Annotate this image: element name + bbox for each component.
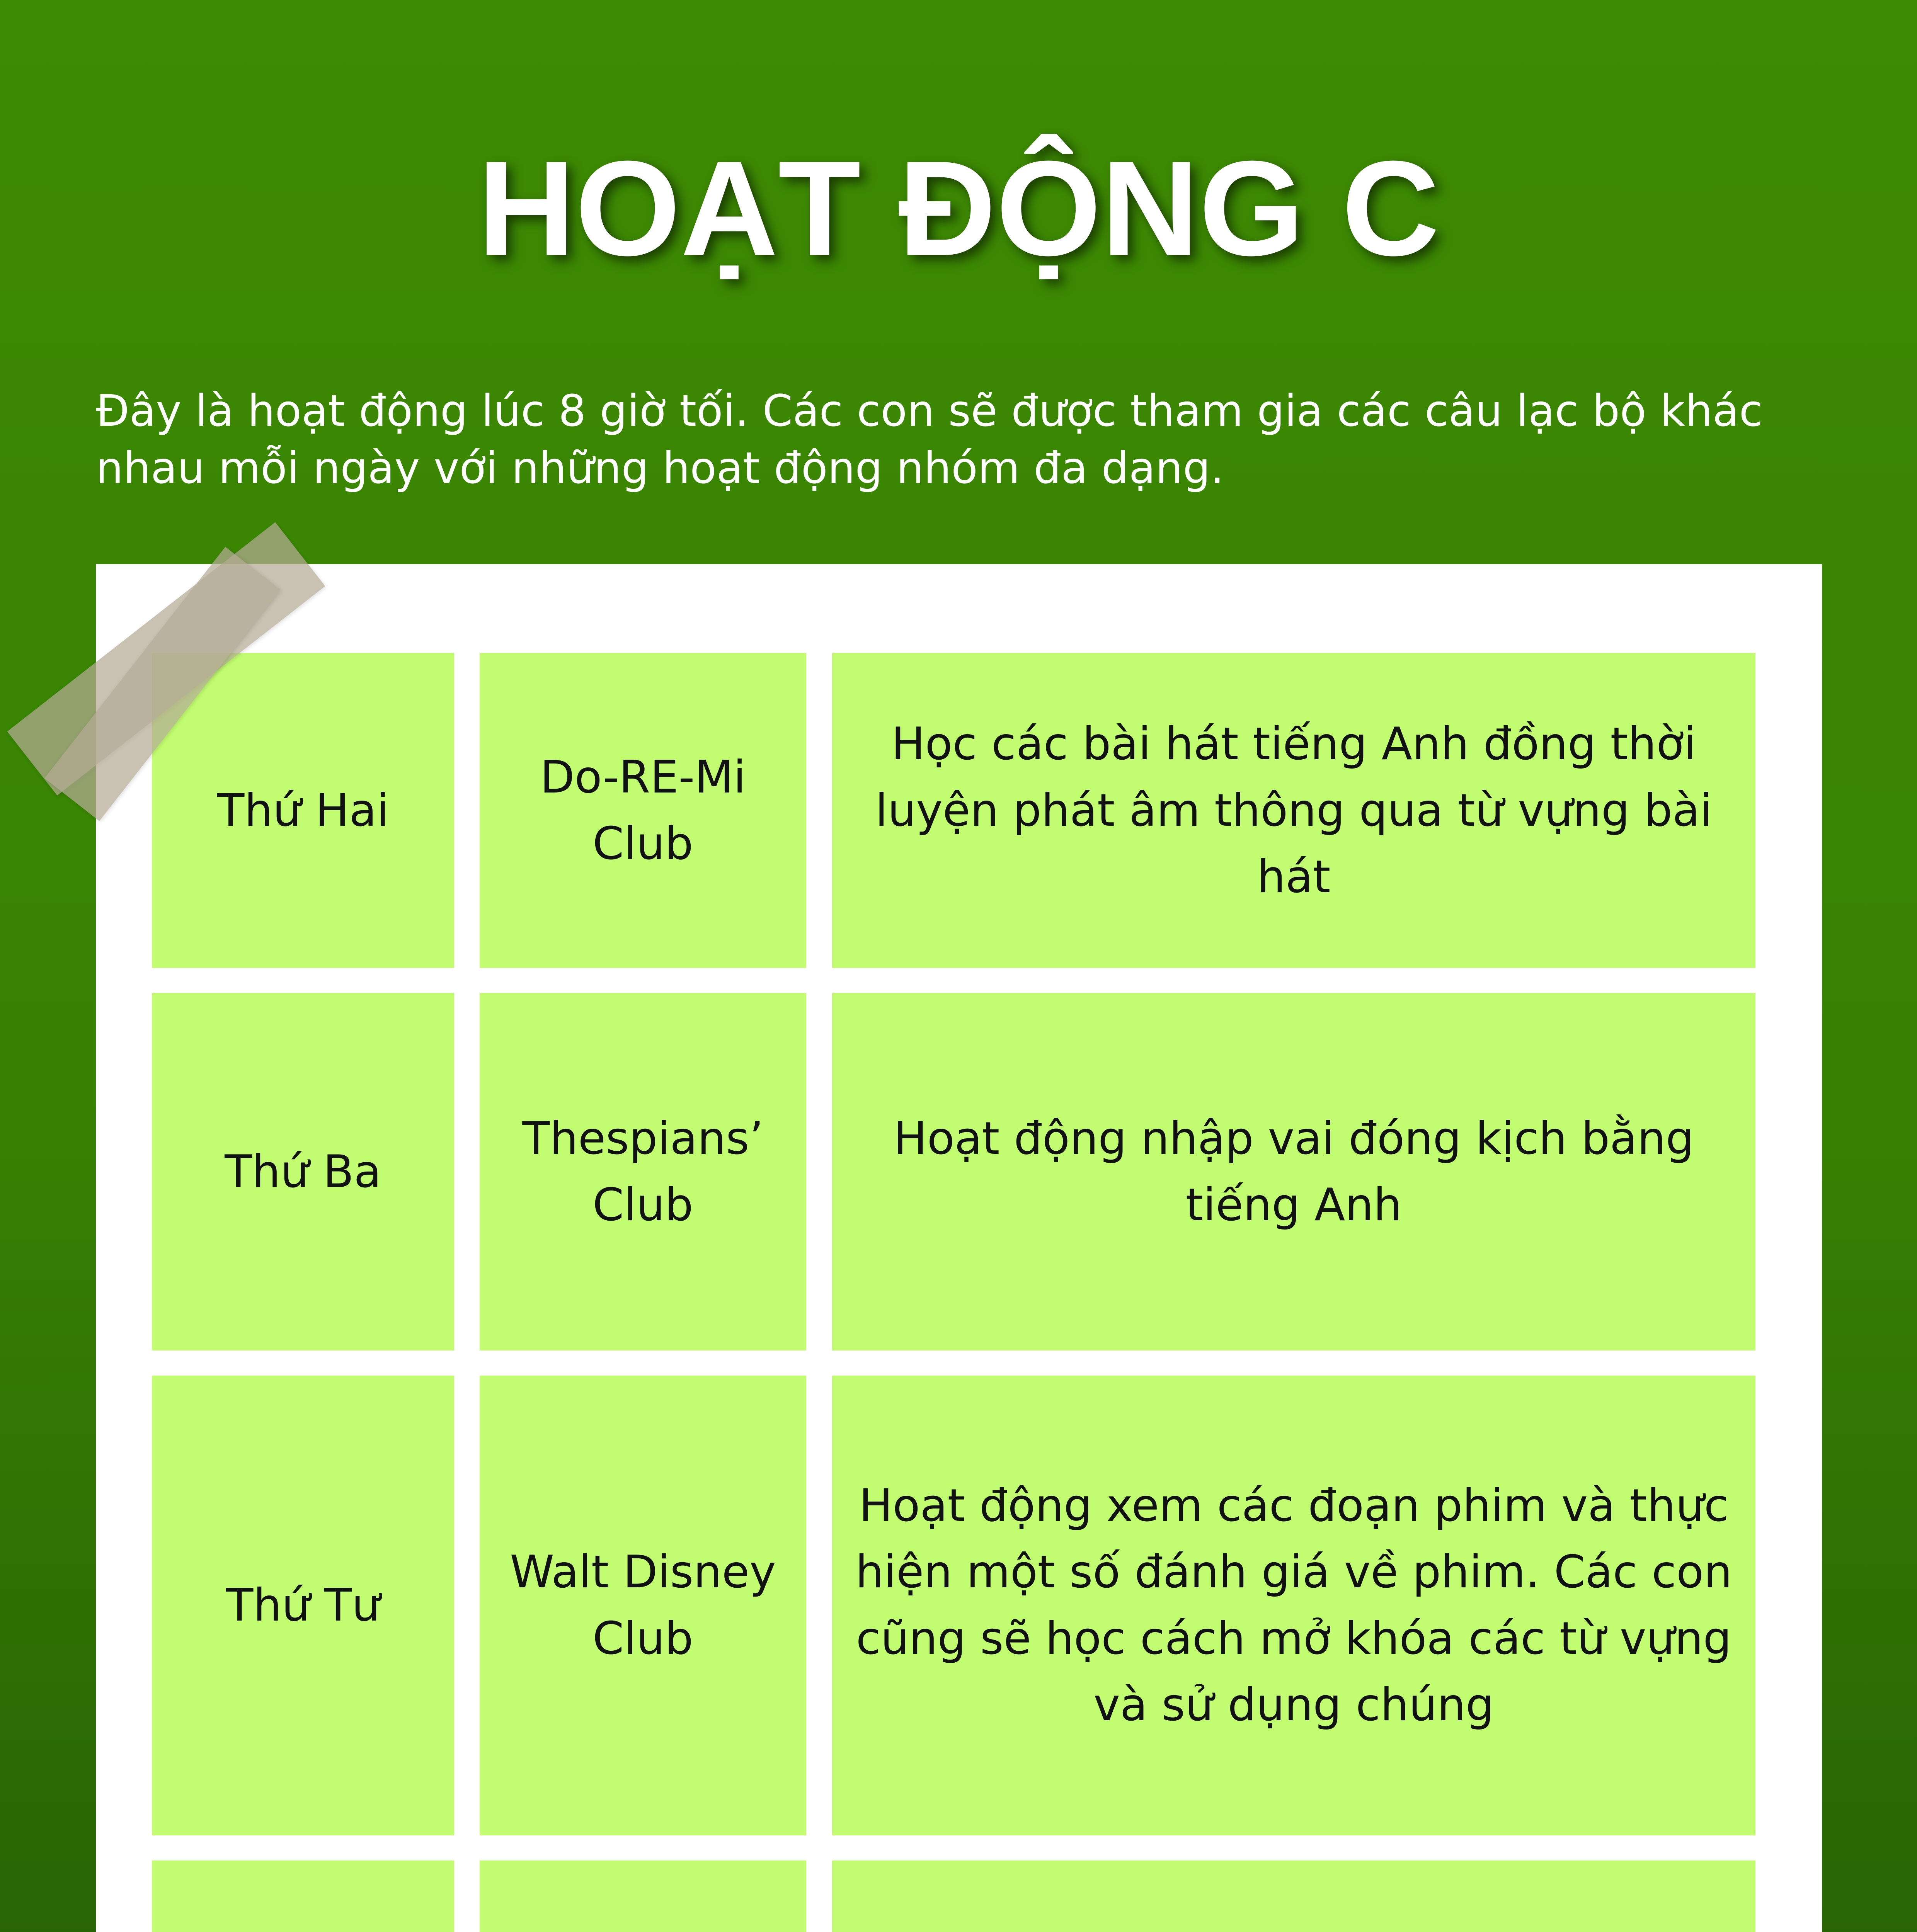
day-label: Thứ Tư — [226, 1579, 380, 1631]
description-cell — [832, 1376, 1755, 1835]
intro-text: Đây là hoạt động lúc 8 giờ tối. Các con sẽ được tham gia các câu lạc bộ khác nhau mỗi ngày với những hoạt động nhóm đa dạng. — [96, 386, 1763, 493]
club-cell — [480, 653, 806, 968]
club-label: Walt Disney Club — [510, 1546, 776, 1665]
club-cell — [480, 1861, 806, 1932]
day-cell — [152, 653, 454, 968]
club-label: Thespians’ Club — [522, 1112, 764, 1231]
description-text: Hoạt động xem các đoạn phim và thực hiện một số đánh giá về phim. Các con cũng sẽ học cách mở khóa các từ vựng và sử dụng chúng — [855, 1480, 1732, 1731]
day-cell — [152, 1861, 454, 1932]
description-cell — [832, 993, 1755, 1350]
day-label: Thứ Ba — [225, 1145, 381, 1198]
day-cell — [152, 1376, 454, 1835]
day-label: Thứ Hai — [217, 784, 389, 837]
schedule-panel — [96, 564, 1822, 1932]
club-cell — [480, 1376, 806, 1835]
club-label: Do-RE-Mi Club — [540, 751, 746, 870]
description-cell — [832, 1861, 1755, 1932]
club-cell — [480, 993, 806, 1350]
day-cell — [152, 993, 454, 1350]
description-text: Hoạt động nhập vai đóng kịch bằng tiếng Anh — [893, 1112, 1694, 1231]
description-text: Học các bài hát tiếng Anh đồng thời luyện phát âm thông qua từ vựng bài hát — [875, 718, 1713, 903]
page-title: HOẠT ĐỘNG C — [477, 133, 1440, 284]
description-cell — [832, 653, 1755, 968]
